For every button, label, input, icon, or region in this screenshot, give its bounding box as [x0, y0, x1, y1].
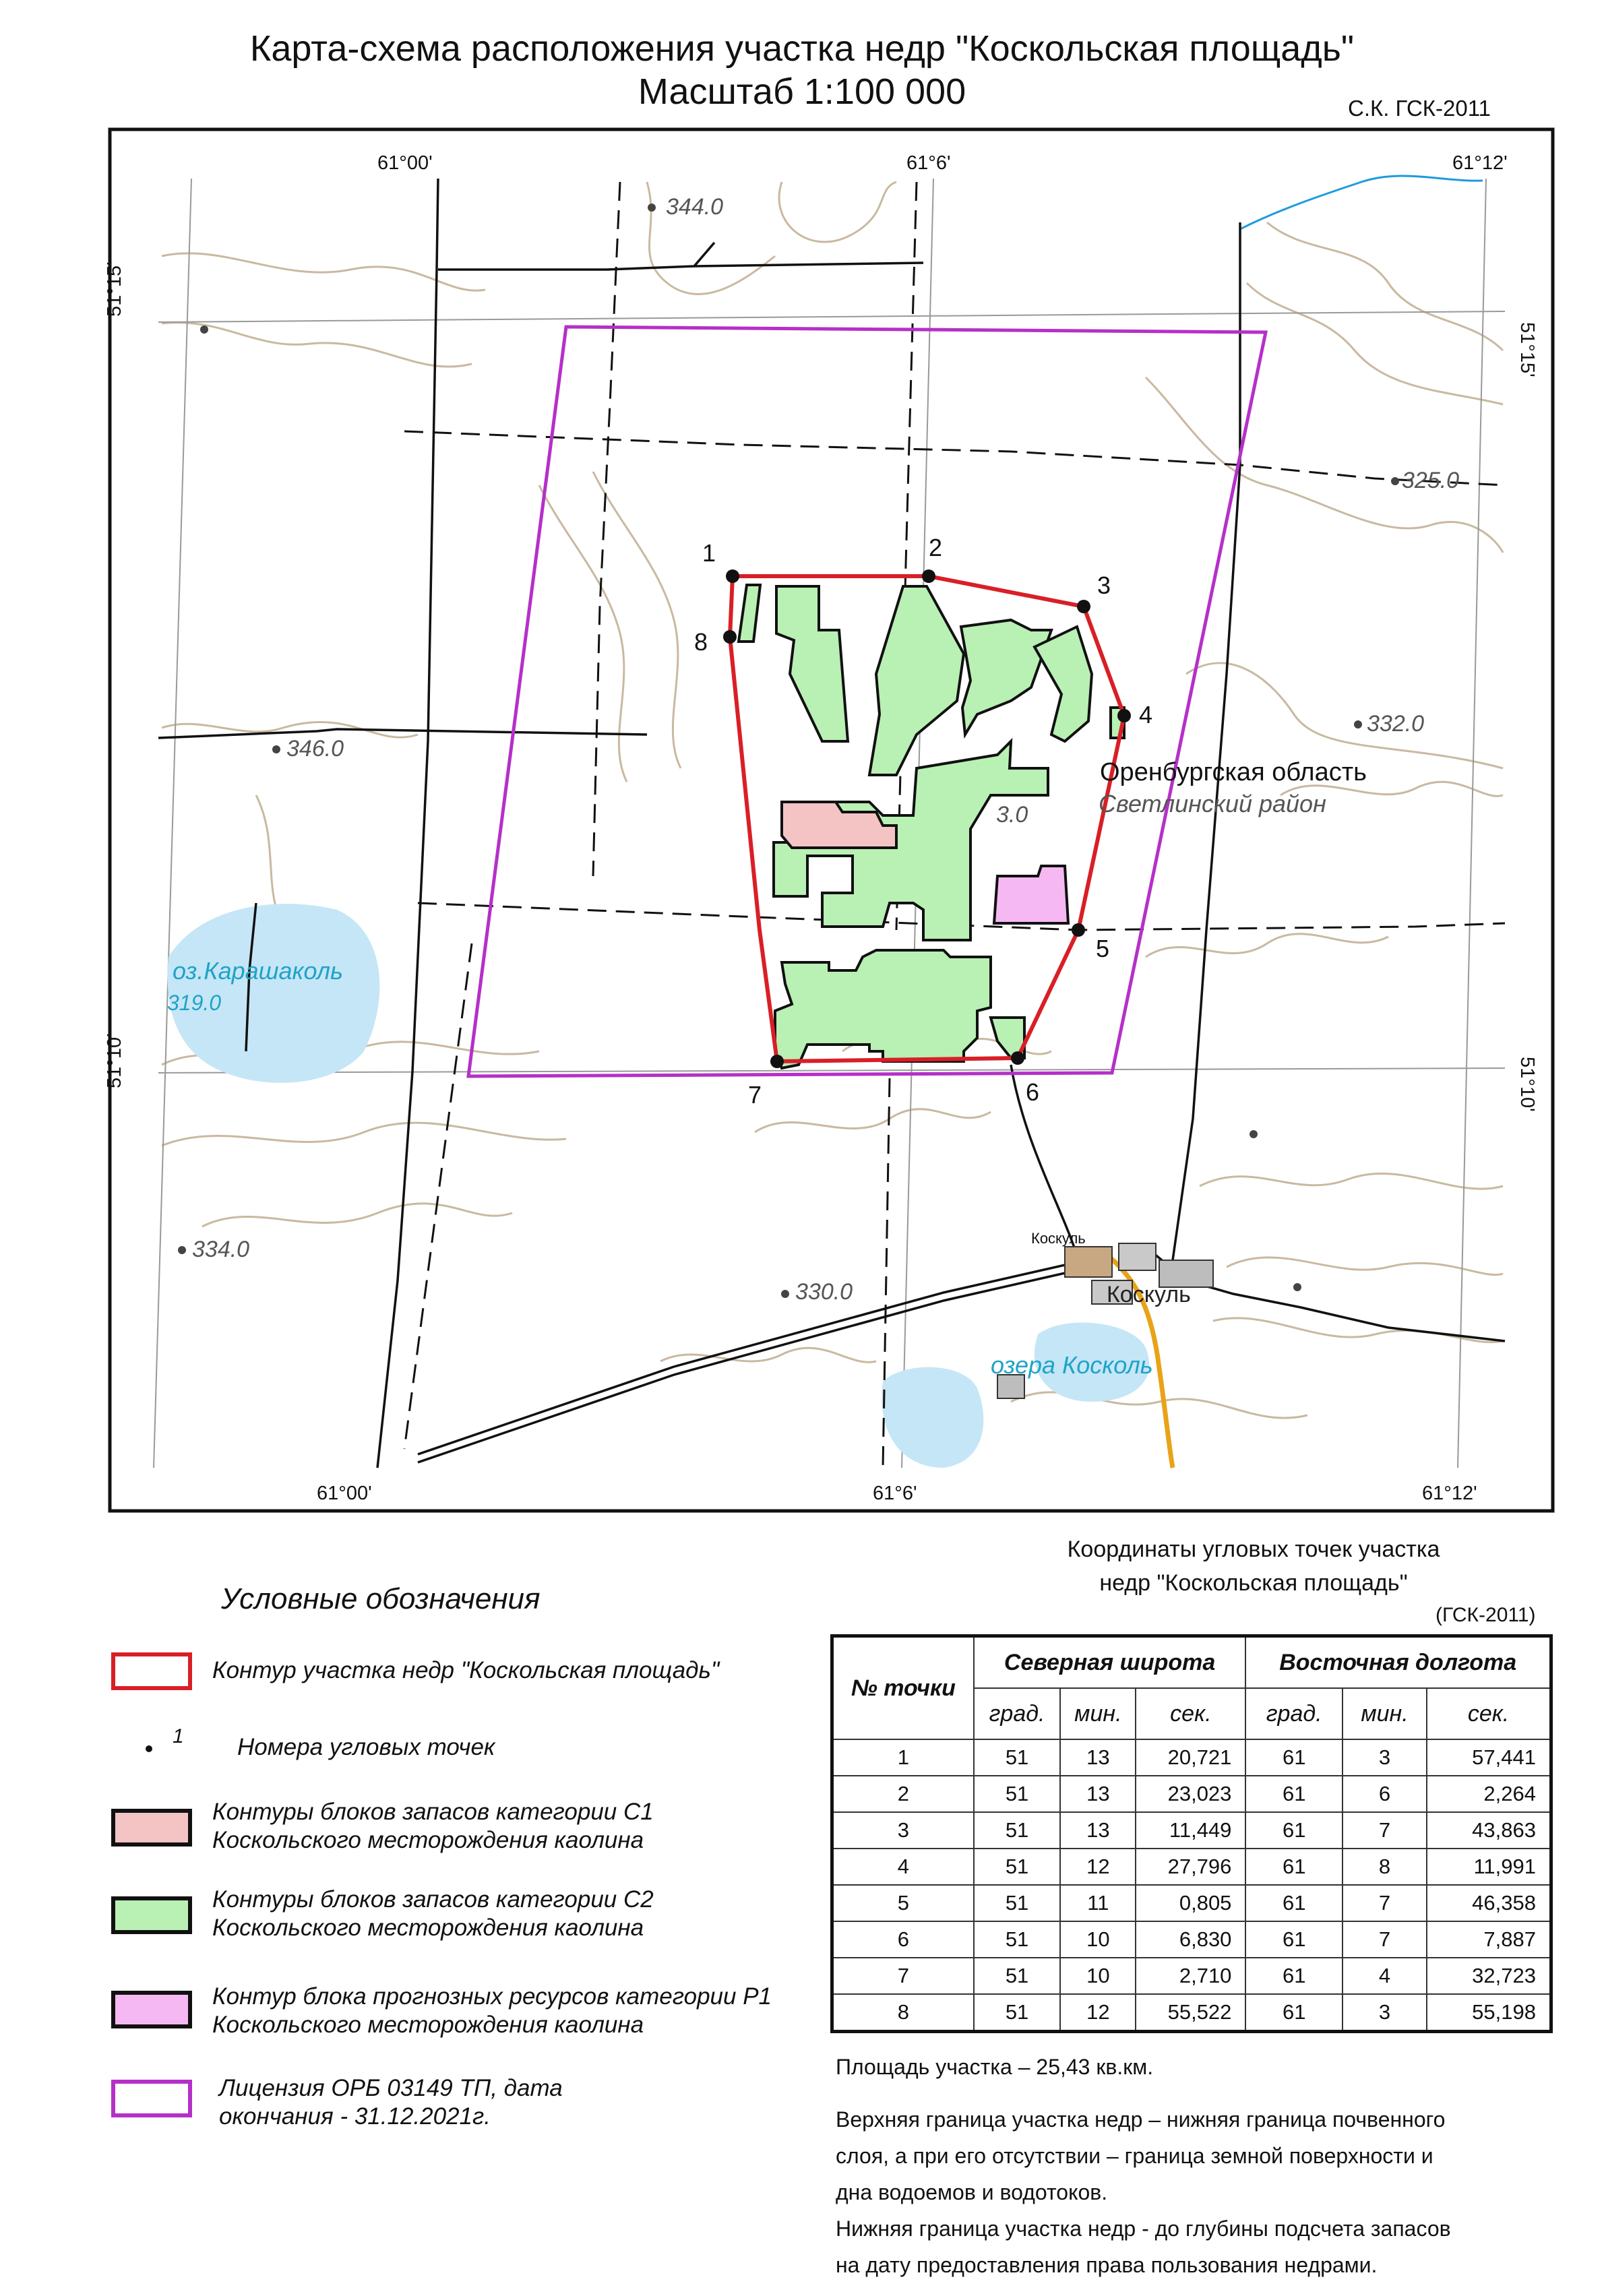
legend-heading: Условные обозначения [221, 1582, 541, 1615]
cell: 51 [974, 1921, 1061, 1958]
coords-crs: (ГСК-2011) [1436, 1604, 1536, 1626]
cell: 12 [1060, 1994, 1136, 2032]
cell: 11,449 [1136, 1812, 1245, 1849]
cell: 61 [1245, 1812, 1343, 1849]
table-row [832, 1994, 1551, 2032]
point-label: 7 [748, 1081, 762, 1109]
legend-point-number: 1 [173, 1725, 184, 1747]
elevation-label: 330.0 [795, 1279, 853, 1305]
cell: 51 [974, 1958, 1061, 1994]
grid-label-bottom-1: 61°00' [317, 1483, 372, 1504]
table-row [832, 1776, 1551, 1812]
cell: 0,805 [1136, 1885, 1245, 1921]
elevation-label: 319.0 [167, 991, 222, 1015]
sub-header: град. [1245, 1688, 1343, 1739]
cell: 3 [1343, 1994, 1427, 2032]
cell: 8 [1343, 1849, 1427, 1885]
elevation-label: 344.0 [666, 194, 724, 220]
elevation-label: 325.0 [1402, 468, 1460, 493]
grid-label-bottom-3: 61°12' [1422, 1483, 1477, 1504]
cell: 51 [974, 1885, 1061, 1921]
point-label: 6 [1026, 1078, 1040, 1106]
upper-boundary-note: дна водоемов и водотоков. [836, 2180, 1108, 2204]
grid-label-top-2: 61°6' [906, 152, 951, 174]
point-label: 4 [1139, 701, 1153, 728]
cell: 4 [1343, 1958, 1427, 1994]
grid-label-top-1: 61°00' [377, 152, 433, 174]
table-row [832, 1885, 1551, 1921]
legend-text: Коскольского месторождения каолина [212, 1827, 644, 1853]
lower-boundary-note: Нижняя граница участка недр - до глубины подсчета запасов [836, 2216, 1451, 2241]
cell: 7 [1343, 1885, 1427, 1921]
map-scale: Масштаб 1:100 000 [638, 71, 966, 112]
cell: 51 [974, 1849, 1061, 1885]
cell: 32,723 [1427, 1958, 1551, 1994]
table-row [832, 1849, 1551, 1885]
legend-swatch-p1 [111, 1991, 192, 2028]
cell: 61 [1245, 1776, 1343, 1812]
cell: 2 [832, 1776, 974, 1812]
cell: 6 [832, 1921, 974, 1958]
cell: 27,796 [1136, 1849, 1245, 1885]
cell: 61 [1245, 1849, 1343, 1885]
cell: 7,887 [1427, 1921, 1551, 1958]
cell: 13 [1060, 1739, 1136, 1776]
district-label: Светлинский район [1099, 790, 1326, 817]
cell: 2,264 [1427, 1776, 1551, 1812]
cell: 61 [1245, 1885, 1343, 1921]
cell: 11 [1060, 1885, 1136, 1921]
cell: 1 [832, 1739, 974, 1776]
cell: 3 [832, 1812, 974, 1849]
cell: 61 [1245, 1921, 1343, 1958]
area-note: Площадь участка – 25,43 кв.км. [836, 2055, 1154, 2079]
elevation-label: 346.0 [286, 736, 344, 762]
coords-table [830, 1634, 1553, 2033]
sub-header: мин. [1060, 1688, 1136, 1739]
point-label: 3 [1097, 571, 1111, 599]
cell: 55,522 [1136, 1994, 1245, 2032]
cell: 3 [1343, 1739, 1427, 1776]
region-label: Оренбургская область [1100, 758, 1367, 786]
cell: 61 [1245, 1958, 1343, 1994]
cell: 5 [832, 1885, 974, 1921]
legend-text: Контуры блоков запасов категории С1 [212, 1799, 654, 1825]
table-row [832, 1812, 1551, 1849]
cell: 7 [1343, 1812, 1427, 1849]
legend-text: Лицензия ОРБ 03149 ТП, дата [219, 2075, 563, 2101]
cell: 10 [1060, 1958, 1136, 1994]
col-point: № точки [832, 1636, 974, 1740]
upper-boundary-note: слоя, а при его отсутствии – граница земной поверхности и [836, 2144, 1433, 2168]
cell: 51 [974, 1739, 1061, 1776]
col-lon: Восточная долгота [1245, 1636, 1551, 1689]
legend-text: Контур участка недр "Коскольская площадь" [212, 1657, 720, 1683]
cell: 20,721 [1136, 1739, 1245, 1776]
cell: 2,710 [1136, 1958, 1245, 1994]
grid-label-left-2: 51°10' [104, 1033, 125, 1088]
coords-heading: недр "Коскольская площадь" [1099, 1570, 1408, 1596]
cell: 43,863 [1427, 1812, 1551, 1849]
point-label: 2 [929, 534, 943, 561]
legend-text: окончания - 31.12.2021г. [219, 2103, 491, 2130]
legend-text: Номера угловых точек [237, 1734, 495, 1760]
legend-text: Контуры блоков запасов категории С2 [212, 1886, 654, 1913]
sub-header: сек. [1136, 1688, 1245, 1739]
upper-boundary-note: Верхняя граница участка недр – нижняя граница почвенного [836, 2107, 1446, 2132]
table-row [832, 1958, 1551, 1994]
elevation-label: 332.0 [1367, 711, 1425, 737]
legend-text: Коскольского месторождения каолина [212, 1915, 644, 1941]
grid-label-bottom-2: 61°6' [873, 1483, 917, 1504]
legend-swatch-license [111, 2080, 192, 2117]
legend-swatch-contour [111, 1652, 192, 1690]
village-label: Коскуль [1107, 1282, 1191, 1307]
table-row [832, 1739, 1551, 1776]
sub-header: град. [974, 1688, 1061, 1739]
cell: 8 [832, 1994, 974, 2032]
map-title: Карта-схема расположения участка недр "Коскольская площадь" [249, 28, 1355, 69]
cell: 61 [1245, 1739, 1343, 1776]
point-label: 5 [1096, 935, 1110, 962]
cell: 61 [1245, 1994, 1343, 2032]
grid-label-right-2: 51°10' [1516, 1057, 1538, 1112]
cell: 12 [1060, 1849, 1136, 1885]
crs-label: С.К. ГСК-2011 [1348, 96, 1491, 121]
point-label: 8 [694, 628, 708, 656]
cell: 7 [832, 1958, 974, 1994]
sub-header: сек. [1427, 1688, 1551, 1739]
cell: 11,991 [1427, 1849, 1551, 1885]
legend-point-marker [146, 1745, 152, 1752]
cell: 51 [974, 1776, 1061, 1812]
lower-boundary-note: на дату предоставления права пользования недрами. [836, 2253, 1378, 2277]
legend-text: Контур блока прогнозных ресурсов категории Р1 [212, 1983, 772, 2010]
legend-swatch-c1 [111, 1809, 192, 1847]
lake-label: оз.Карашаколь [173, 957, 344, 985]
table-row [832, 1921, 1551, 1958]
elevation-label: 334.0 [192, 1237, 250, 1262]
grid-label-top-3: 61°12' [1452, 152, 1508, 174]
lake-label: озера Косколь [991, 1351, 1153, 1379]
cell: 13 [1060, 1776, 1136, 1812]
point-label: 1 [702, 539, 716, 567]
cell: 10 [1060, 1921, 1136, 1958]
sub-header: мин. [1343, 1688, 1427, 1739]
coords-heading: Координаты угловых точек участка [1067, 1537, 1440, 1562]
cell: 6 [1343, 1776, 1427, 1812]
legend-swatch-c2 [111, 1896, 192, 1934]
cell: 57,441 [1427, 1739, 1551, 1776]
elevation-label: 3.0 [996, 802, 1028, 828]
cell: 51 [974, 1812, 1061, 1849]
cell: 4 [832, 1849, 974, 1885]
cell: 6,830 [1136, 1921, 1245, 1958]
cell: 23,023 [1136, 1776, 1245, 1812]
cell: 13 [1060, 1812, 1136, 1849]
cell: 55,198 [1427, 1994, 1551, 2032]
cell: 46,358 [1427, 1885, 1551, 1921]
grid-label-right-1: 51°15' [1516, 322, 1538, 377]
col-lat: Северная широта [974, 1636, 1246, 1689]
cell: 51 [974, 1994, 1061, 2032]
grid-label-left-1: 51°15' [104, 261, 125, 317]
cell: 7 [1343, 1921, 1427, 1958]
legend-text: Коскольского месторождения каолина [212, 2012, 644, 2038]
village-label-small: Коскуль [1031, 1230, 1086, 1247]
